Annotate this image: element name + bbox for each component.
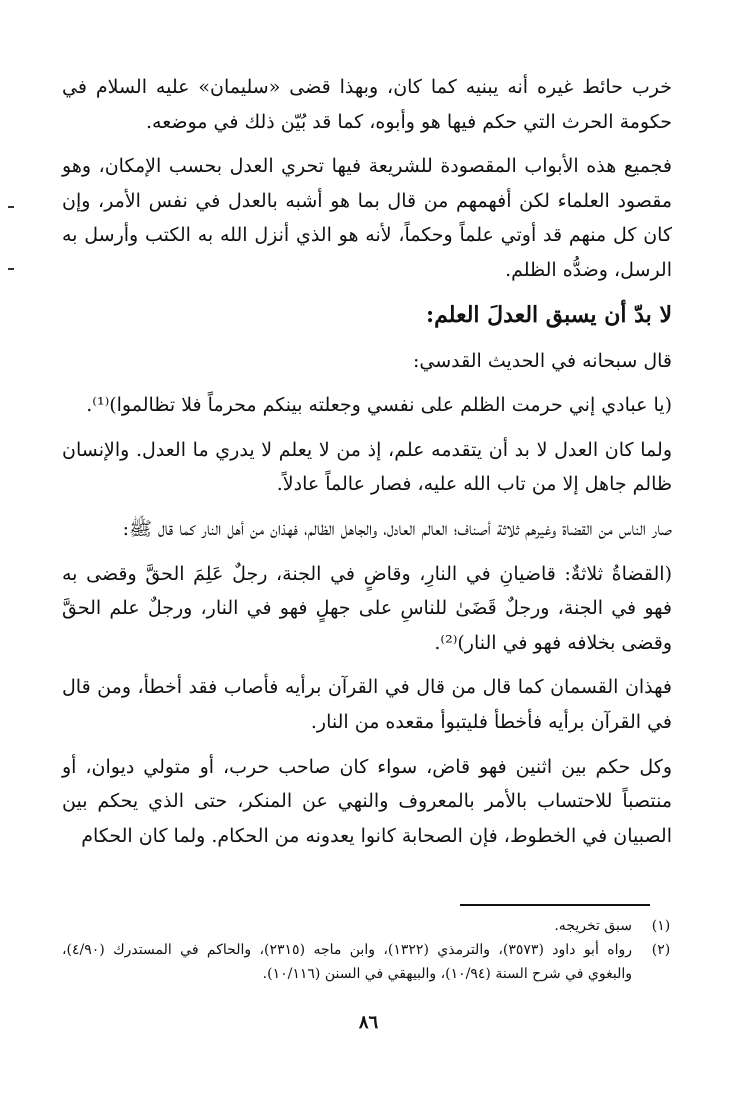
footnote-text: سبق تخريجه. — [554, 918, 632, 934]
page-number: ٨٦ — [358, 1012, 379, 1033]
footnote-separator — [460, 904, 650, 906]
footnote-text: رواه أبو داود (٣٥٧٣)، والترمذي (١٣٢٢)، وابن ماجه (٢٣١٥)، والحاكم في المستدرك (٤/٩٠)، والبغوي في شرح السنة (١٠/٩٤)، والبيهقي في السنن (١٠/١١٦). — [62, 942, 632, 982]
section-heading: لا بدّ أن يسبق العدلَ العلم: — [426, 301, 672, 328]
paragraph: فهذان القسمان كما قال من قال في القرآن برأيه فأصاب فقد أخطأ، ومن قال في القرآن برأيه فأخطأ فليتبوأ مقعده من النار. — [62, 676, 672, 733]
paragraph: خرب حائط غيره أنه يبنيه كما كان، وبهذا قضى «سليمان» عليه السلام في حكومة الحرث التي حكم فيها هو وأبوه، كما قد بُيّن ذلك في موضعه. — [62, 76, 672, 133]
footnote-number: (٢) — [651, 942, 671, 958]
footnote — [62, 914, 674, 938]
paragraph: قال سبحانه في الحديث القدسي: — [413, 349, 672, 372]
hadith-quote: (يا عبادي إني حرمت الظلم على نفسي وجعلته بينكم محرماً فلا تظالموا)⁽¹⁾. — [86, 394, 672, 417]
paragraph: وكل حكم بين اثنين فهو قاض، سواء كان صاحب حرب، أو متولي ديوان، أو منتصباً للاحتساب بالأمر بالمعروف والنهي عن المنكر، حتى الذي يحكم بين الصبيان في الخطوط، فإن الصحابة كانوا يعدونه من الحكام. ولما كان الحكام — [62, 755, 672, 847]
paragraph: ولما كان العدل لا بد أن يتقدمه علم، إذ من لا يعلم لا يدري ما العدل. والإنسان ظالم جاهل إلا من تاب الله عليه، فصار عالماً عادلاً. — [62, 438, 672, 496]
body-text — [62, 70, 672, 853]
hadith-quote: (القضاةُ ثلاثةٌ: قاضيانِ في النارِ، وقاضٍ في الجنة، رجلٌ عَلِمَ الحقَّ وقضى به فهو في الجنة، ورجلٌ قَضَىٰ للناسِ على جهلٍ فهو في النار، ورجلٌ علم الحقَّ وقضى بخلافه فهو في النار)⁽²⁾. — [62, 562, 672, 654]
paragraph: فجميع هذه الأبواب المقصودة للشريعة فيها تحري العدل بحسب الإمكان، وهو مقصود العلماء لكن أفهمهم من قال بما هو أشبه بالعدل في نفس الأمر، وإن كان كل منهم قد أوتي علماً وحكماً، لأنه هو الذي أنزل الله به الكتب وأرسل به الرسل، وضدُّه الظلم. — [62, 155, 672, 281]
footnotes — [62, 914, 674, 986]
footnote — [62, 938, 674, 986]
margin-mark — [8, 268, 14, 270]
paragraph: صار الناس من القضاة وغيرهم ثلاثة أصناف؛ العالم العادل، والجاهل الظالم، فهذان من أهل النار كما قال ﷺ: — [122, 517, 672, 540]
footnote-number: (١) — [651, 918, 671, 934]
margin-mark — [8, 206, 14, 208]
